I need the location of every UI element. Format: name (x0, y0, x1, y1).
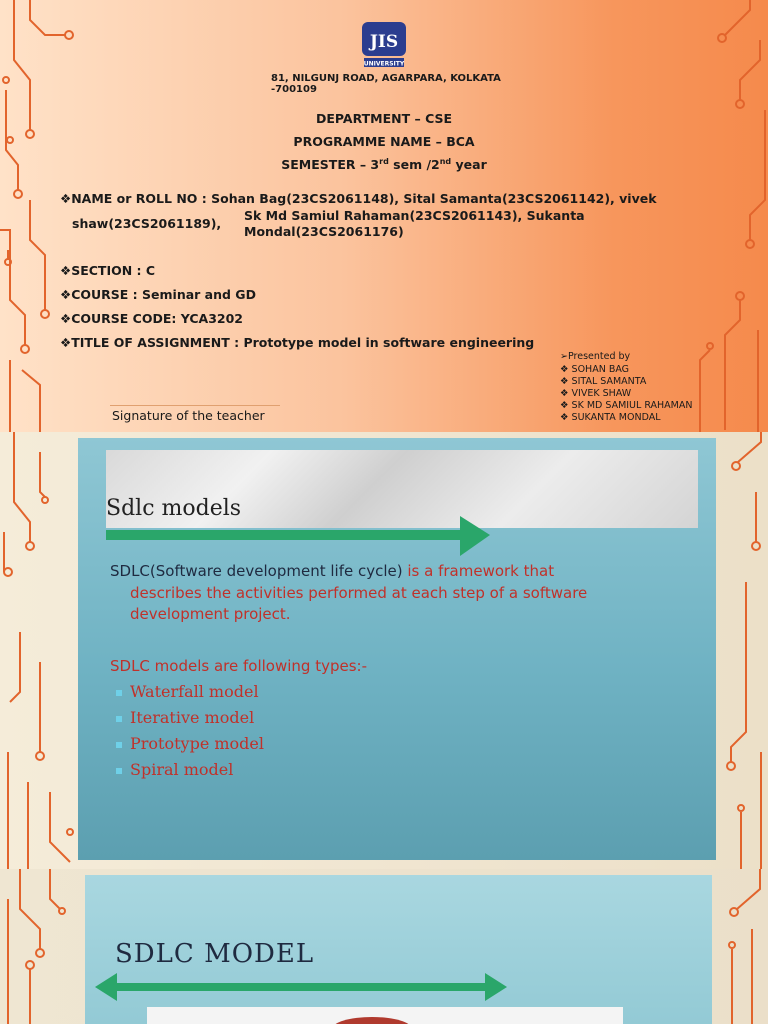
names-line-3: Mondal(23CS2061176) (244, 224, 404, 239)
jis-university-logo (360, 20, 408, 68)
model-list-item: Spiral model (130, 760, 234, 779)
section: ❖SECTION : C (60, 263, 156, 278)
semester: SEMESTER – 3rd sem /2nd year (281, 157, 487, 173)
presenter-item: ❖ SK MD SAMIUL RAHAMAN (560, 400, 693, 411)
diagram-shape (147, 1007, 623, 1024)
course: ❖COURSE : Seminar and GD (60, 287, 256, 302)
bullet-dot (116, 690, 122, 696)
bullet-dot (116, 716, 122, 722)
circuit-decoration-right (690, 0, 768, 432)
double-arrow (95, 973, 507, 1003)
slide-image-sdlc-models (78, 438, 716, 860)
assignment-title: ❖TITLE OF ASSIGNMENT : Prototype model in software engineering (60, 335, 535, 350)
circuit-decoration-right (716, 432, 768, 869)
model-list-item: Prototype model (130, 734, 265, 753)
department: DEPARTMENT – CSE (315, 111, 453, 126)
presenter-item: ❖ SITAL SAMANTA (560, 376, 647, 387)
slide-heading: SDLC MODEL (115, 939, 315, 969)
names-line-2b: Sk Md Samiul Rahaman(23CS2061143), Sukanta (244, 208, 585, 223)
bullet-dot (116, 768, 122, 774)
green-arrow (106, 516, 490, 560)
slide-heading: Sdlc models (106, 496, 242, 521)
sdlc-definition-line-2: describes the activities performed at each step of a software (130, 584, 588, 602)
course-code: ❖COURSE CODE: YCA3202 (60, 311, 243, 326)
bullet-dot (116, 742, 122, 748)
teacher-signature-label: Signature of the teacher (112, 408, 265, 423)
model-list-item: Iterative model (130, 708, 255, 727)
presenter-item: ❖ SUKANTA MONDAL (560, 412, 661, 423)
university-address: 81, NILGUNJ ROAD, AGARPARA, KOLKATA -700109 (271, 73, 501, 95)
title-slide (0, 0, 768, 432)
programme-name: PROGRAMME NAME – BCA (293, 134, 475, 149)
presenter-item: ❖ SOHAN BAG (560, 364, 630, 375)
circuit-decoration-left (0, 0, 80, 432)
sdlc-definition-line-1: SDLC(Software development life cycle) is a framework that (110, 562, 555, 580)
sdlc-definition-line-3: development project. (130, 605, 291, 623)
circuit-decoration-right (712, 869, 768, 1024)
sdlc-models-slide (0, 432, 768, 869)
circuit-decoration-left (0, 869, 85, 1024)
circuit-decoration-left (0, 432, 78, 869)
sdlc-model-slide (0, 869, 768, 1024)
slide-image-sdlc-model (85, 875, 712, 1024)
names-line-2a: shaw(23CS2061189), (72, 216, 222, 231)
model-list-item: Waterfall model (130, 682, 259, 701)
presented-by: ➢Presented by (560, 351, 631, 362)
svg-text:JIS: JIS (369, 32, 399, 52)
signature-line (110, 405, 280, 406)
sdlc-types-heading: SDLC models are following types:- (110, 657, 367, 675)
names-line-1: ❖NAME or ROLL NO : Sohan Bag(23CS2061148), Sital Samanta(23CS2061142), vivek (60, 191, 657, 206)
svg-text:UNIVERSITY: UNIVERSITY (363, 60, 405, 68)
presenter-item: ❖ VIVEK SHAW (560, 388, 632, 399)
diagram-area (147, 1007, 623, 1024)
